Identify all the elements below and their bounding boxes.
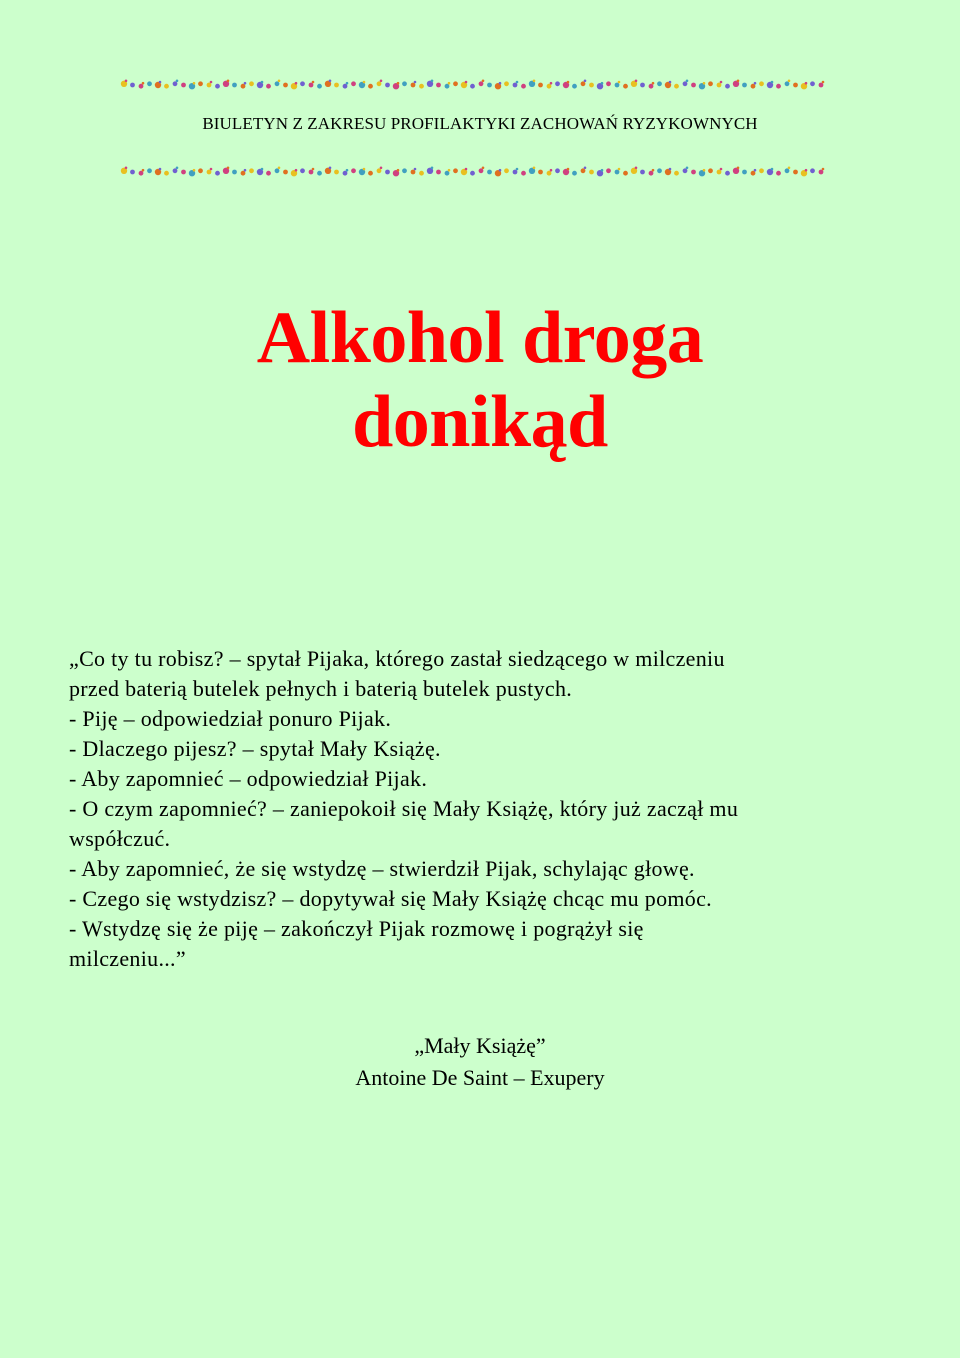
bulletin-heading: BIULETYN Z ZAKRESU PROFILAKTYKI ZACHOWAŃ RYZYKOWNYCH — [202, 114, 758, 133]
ornament-dot — [210, 168, 213, 171]
ornament-dot — [623, 84, 628, 89]
ornament-dot — [227, 80, 230, 83]
ornament-dot — [363, 168, 366, 171]
decorative-border-bottom — [120, 165, 832, 179]
ornament-dot — [431, 80, 434, 83]
ornament-dot — [649, 171, 654, 176]
ornament-dot — [164, 84, 169, 89]
ornament-dot — [482, 80, 485, 83]
story-line: „Co ty tu robisz? – spytał Pijaka, którego zastał siedzącego w milczeniu — [69, 646, 725, 671]
ornament-dot — [139, 84, 144, 89]
ornament-dot — [278, 80, 281, 83]
story-line: - Wstydzę się że piję – zakończył Pijak rozmowę i pogrążył się — [69, 916, 644, 941]
ornament-dot — [618, 81, 621, 84]
ornament-dot — [793, 83, 798, 88]
ornament-dot — [691, 170, 696, 175]
decorative-border-top — [120, 78, 832, 92]
book-title: „Mały Książę” — [414, 1033, 546, 1058]
ornament-dot — [402, 81, 407, 86]
ornament-dot — [343, 171, 348, 176]
ornament-dot — [249, 168, 254, 173]
ornament-dot — [198, 81, 203, 86]
ornament-dot — [640, 170, 645, 175]
ornament-dot — [181, 83, 186, 88]
ornament-dot — [385, 83, 390, 88]
ornament-dot — [453, 81, 458, 86]
ornament-border-top — [120, 78, 832, 92]
ornament-dot — [771, 81, 774, 84]
ornament-dot — [465, 81, 468, 84]
ornament-dot — [295, 82, 298, 85]
ornament-dot — [657, 81, 662, 86]
ornament-dot — [431, 167, 434, 170]
page-title — [0, 296, 960, 464]
ornament-dot — [703, 169, 706, 172]
ornament-dot — [819, 170, 824, 175]
ornament-dot — [448, 82, 451, 85]
ornament-dot — [538, 170, 543, 175]
story-text — [69, 644, 899, 974]
ornament-dot — [708, 81, 713, 86]
ornament-dot — [436, 170, 441, 175]
ornament-dot — [397, 82, 400, 85]
ornament-dot — [788, 80, 791, 83]
ornament-dot — [504, 168, 509, 173]
ornament-dot — [414, 81, 417, 84]
author-name: Antoine De Saint – Exupery — [355, 1065, 605, 1090]
ornament-dot — [771, 168, 774, 171]
ornament-dot — [130, 170, 135, 175]
ornament-dot — [567, 168, 570, 171]
ornament-dot — [737, 80, 740, 83]
ornament-dot — [819, 83, 824, 88]
ornament-dot — [377, 81, 382, 86]
ornament-dot — [176, 80, 179, 83]
ornament-dot — [618, 168, 621, 171]
ornament-dot — [640, 83, 645, 88]
ornament-dot — [720, 81, 723, 84]
ornament-dot — [805, 82, 808, 85]
ornament-dot — [130, 83, 135, 88]
ornament-dot — [708, 168, 713, 173]
ornament-dot — [547, 84, 552, 89]
ornament-dot — [513, 83, 518, 88]
ornament-dot — [606, 81, 611, 86]
ornament-dot — [147, 168, 152, 173]
ornament-dot — [652, 169, 655, 172]
ornament-dot — [142, 169, 145, 172]
ornament-dot — [487, 83, 492, 88]
ornament-dot — [606, 168, 611, 173]
title-line-1: Alkohol droga — [256, 297, 704, 379]
ornament-dot — [533, 167, 536, 170]
ornament-dot — [615, 170, 620, 175]
ornament-dot — [283, 170, 288, 175]
ornament-dot — [521, 84, 526, 89]
ornament-dot — [776, 84, 781, 89]
ornament-dot — [550, 82, 553, 85]
ornament-dot — [567, 81, 570, 84]
ornament-dot — [261, 168, 264, 171]
ornament-dot — [581, 81, 586, 86]
ornament-dot — [487, 170, 492, 175]
ornament-dot — [793, 170, 798, 175]
ornament-dot — [445, 171, 450, 176]
ornament-dot — [411, 170, 416, 175]
ornament-dot — [623, 171, 628, 176]
ornament-dot — [516, 81, 519, 84]
ornament-dot — [232, 83, 237, 88]
ornament-dot — [329, 167, 332, 170]
ornament-dot — [397, 169, 400, 172]
ornament-dot — [649, 84, 654, 89]
ornament-dot — [317, 84, 322, 89]
ornament-dot — [363, 81, 366, 84]
ornament-dot — [717, 83, 722, 88]
ornament-dot — [385, 170, 390, 175]
ornament-dot — [414, 168, 417, 171]
ornament-dot — [754, 169, 757, 172]
ornament-dot — [215, 84, 220, 89]
ornament-dot — [215, 171, 220, 176]
ornament-dot — [173, 168, 178, 173]
ornament-dot — [499, 82, 502, 85]
ornament-dot — [810, 81, 815, 86]
story-line: - Aby zapomnieć – odpowiedział Pijak. — [69, 766, 428, 791]
ornament-dot — [547, 171, 552, 176]
ornament-dot — [788, 167, 791, 170]
ornament-dot — [589, 83, 594, 88]
ornament-dot — [351, 168, 356, 173]
ornament-dot — [479, 168, 484, 173]
ornament-dot — [759, 81, 764, 86]
ornament-dot — [295, 169, 298, 172]
ornament-dot — [499, 169, 502, 172]
ornament-dot — [822, 81, 825, 84]
ornament-dot — [266, 84, 271, 89]
story-line: - Piję – odpowiedział ponuro Pijak. — [69, 706, 392, 731]
ornament-border-bottom — [120, 165, 832, 179]
ornament-dot — [785, 168, 790, 173]
ornament-dot — [147, 81, 152, 86]
ornament-dot — [555, 168, 560, 173]
attribution — [0, 1030, 960, 1094]
ornament-dot — [737, 167, 740, 170]
ornament-dot — [159, 168, 162, 171]
ornament-dot — [377, 168, 382, 173]
ornament-dot — [266, 171, 271, 176]
ornament-dot — [309, 170, 314, 175]
ornament-dot — [822, 168, 825, 171]
ornament-dot — [343, 84, 348, 89]
ornament-dot — [402, 168, 407, 173]
ornament-dot — [244, 169, 247, 172]
ornament-dot — [411, 83, 416, 88]
ornament-dot — [635, 167, 638, 170]
ornament-dot — [584, 80, 587, 83]
ornament-dot — [380, 80, 383, 83]
ornament-dot — [193, 169, 196, 172]
ornament-dot — [312, 168, 315, 171]
ornament-dot — [419, 84, 424, 89]
ornament-dot — [686, 80, 689, 83]
ornament-dot — [125, 167, 128, 170]
story-line: współczuć. — [69, 826, 171, 851]
story-line: - Aby zapomnieć, że się wstydzę – stwierdził Pijak, schylając głowę. — [69, 856, 695, 881]
ornament-dot — [805, 169, 808, 172]
ornament-dot — [380, 167, 383, 170]
ornament-dot — [652, 82, 655, 85]
ornament-dot — [584, 167, 587, 170]
ornament-dot — [241, 84, 246, 89]
ornament-dot — [283, 83, 288, 88]
ornament-dot — [504, 81, 509, 86]
ornament-dot — [516, 168, 519, 171]
ornament-dot — [776, 171, 781, 176]
ornament-dot — [275, 168, 280, 173]
ornament-dot — [193, 82, 196, 85]
ornament-dot — [482, 167, 485, 170]
ornament-dot — [742, 170, 747, 175]
ornament-dot — [465, 168, 468, 171]
ornament-dot — [725, 171, 730, 176]
ornament-dot — [176, 167, 179, 170]
ornament-dot — [309, 83, 314, 88]
ornament-dot — [581, 168, 586, 173]
ornament-dot — [448, 169, 451, 172]
ornament-dot — [601, 82, 604, 85]
ornament-dot — [241, 171, 246, 176]
ornament-dot — [334, 83, 339, 88]
ornament-dot — [759, 168, 764, 173]
ornament-dot — [674, 171, 679, 176]
ornament-dot — [164, 171, 169, 176]
ornament-dot — [317, 171, 322, 176]
ornament-dot — [751, 84, 756, 89]
ornament-dot — [669, 81, 672, 84]
ornament-dot — [139, 171, 144, 176]
story-line: przed baterią butelek pełnych i baterią butelek pustych. — [69, 676, 573, 701]
ornament-dot — [589, 170, 594, 175]
ornament-dot — [669, 168, 672, 171]
ornament-dot — [720, 168, 723, 171]
ornament-dot — [785, 81, 790, 86]
story-line: - O czym zapomnieć? – zaniepokoił się Mały Książę, który już zaczął mu — [69, 796, 739, 821]
ornament-dot — [445, 84, 450, 89]
ornament-dot — [686, 167, 689, 170]
ornament-dot — [550, 169, 553, 172]
ornament-dot — [334, 170, 339, 175]
ornament-dot — [751, 171, 756, 176]
ornament-dot — [207, 83, 212, 88]
ornament-dot — [142, 82, 145, 85]
ornament-dot — [329, 80, 332, 83]
ornament-dot — [419, 171, 424, 176]
ornament-dot — [513, 170, 518, 175]
ornament-dot — [754, 82, 757, 85]
ornament-dot — [572, 84, 577, 89]
ornament-dot — [181, 170, 186, 175]
ornament-dot — [683, 81, 688, 86]
ornament-dot — [615, 83, 620, 88]
ornament-dot — [742, 83, 747, 88]
ornament-dot — [810, 168, 815, 173]
ornament-dot — [691, 83, 696, 88]
ornament-dot — [159, 81, 162, 84]
ornament-dot — [725, 84, 730, 89]
ornament-dot — [346, 169, 349, 172]
ornament-dot — [207, 170, 212, 175]
ornament-dot — [275, 81, 280, 86]
ornament-dot — [198, 168, 203, 173]
story-line: - Czego się wstydzisz? – dopytywał się Mały Książę chcąc mu pomóc. — [69, 886, 712, 911]
ornament-dot — [125, 80, 128, 83]
ornament-dot — [453, 168, 458, 173]
ornament-dot — [533, 80, 536, 83]
ornament-dot — [249, 81, 254, 86]
story-line: milczeniu...” — [69, 946, 186, 971]
ornament-dot — [436, 83, 441, 88]
ornament-dot — [572, 171, 577, 176]
ornament-dot — [368, 171, 373, 176]
ornament-dot — [703, 82, 706, 85]
ornament-dot — [368, 84, 373, 89]
ornament-dot — [538, 83, 543, 88]
ornament-dot — [346, 82, 349, 85]
ornament-dot — [300, 81, 305, 86]
ornament-dot — [601, 169, 604, 172]
ornament-dot — [210, 81, 213, 84]
ornament-dot — [261, 81, 264, 84]
ornament-dot — [173, 81, 178, 86]
ornament-dot — [232, 170, 237, 175]
ornament-dot — [470, 84, 475, 89]
ornament-dot — [470, 171, 475, 176]
ornament-dot — [683, 168, 688, 173]
ornament-dot — [278, 167, 281, 170]
ornament-dot — [244, 82, 247, 85]
ornament-dot — [312, 81, 315, 84]
ornament-dot — [300, 168, 305, 173]
ornament-dot — [521, 171, 526, 176]
ornament-dot — [227, 167, 230, 170]
ornament-dot — [657, 168, 662, 173]
ornament-dot — [717, 170, 722, 175]
story-line: - Dlaczego pijesz? – spytał Mały Książę. — [69, 736, 441, 761]
ornament-dot — [351, 81, 356, 86]
ornament-dot — [479, 81, 484, 86]
ornament-dot — [674, 84, 679, 89]
ornament-dot — [635, 80, 638, 83]
title-line-2: donikąd — [352, 381, 608, 463]
ornament-dot — [555, 81, 560, 86]
